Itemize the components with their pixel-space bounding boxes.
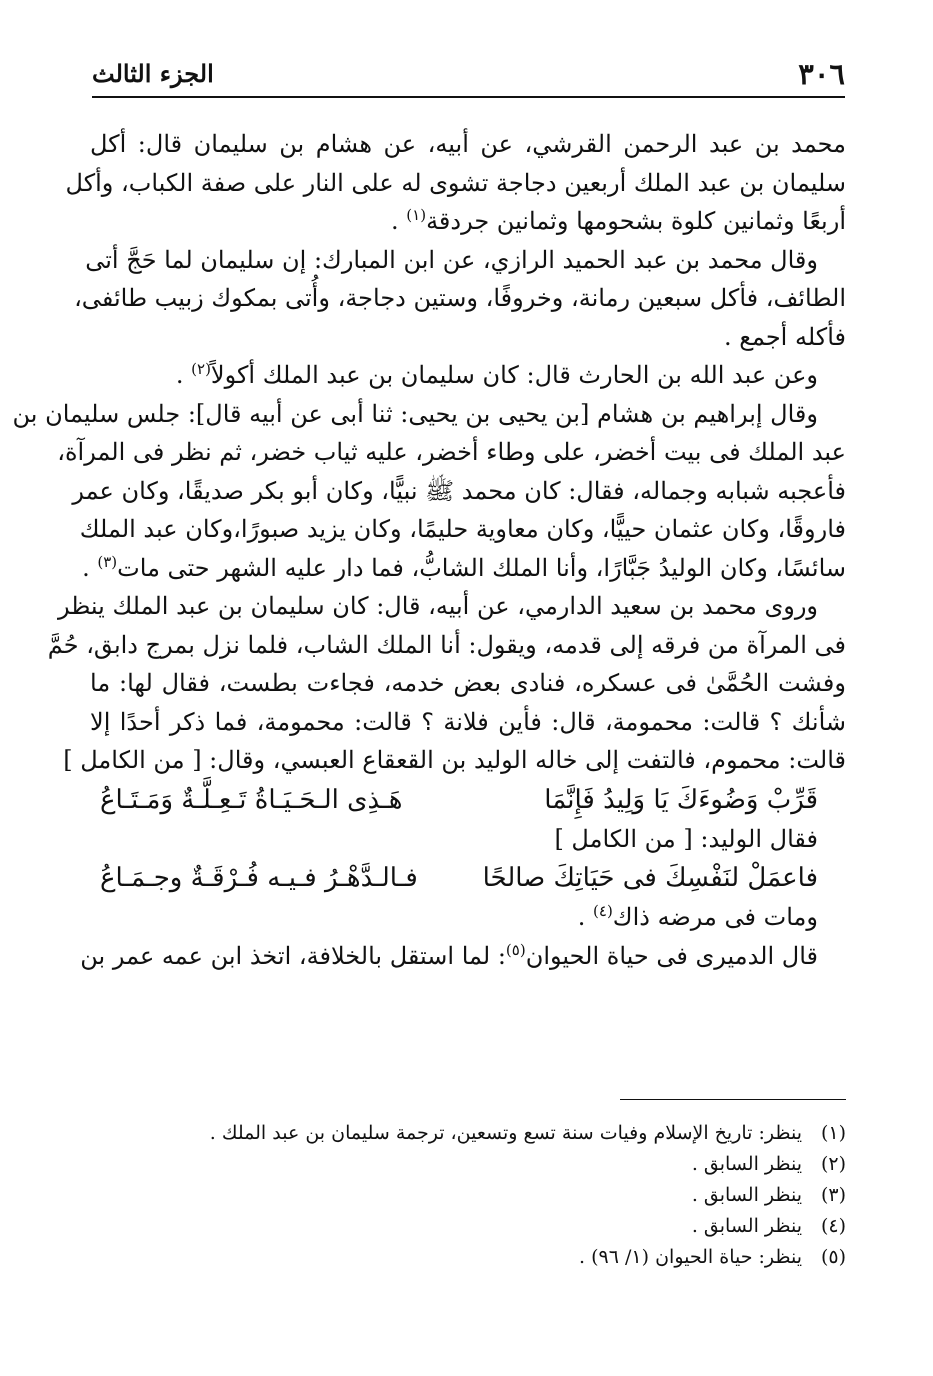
- footnote-number: (٣): [820, 1184, 846, 1206]
- text-line: وروى محمد بن سعيد الدارمي، عن أبيه، قال: كان سليمان بن عبد الملك ينظر: [57, 592, 818, 620]
- footnote-ref[interactable]: (٢): [191, 360, 211, 378]
- footnote-ref[interactable]: (١): [406, 206, 427, 224]
- running-title: الجزء الثالث: [92, 59, 214, 88]
- footnote-text: ينظر السابق .: [691, 1215, 802, 1237]
- footnote-number: (١): [820, 1122, 846, 1144]
- footnote-text: ينظر السابق .: [691, 1153, 802, 1175]
- footnote-number: (٥): [820, 1246, 846, 1268]
- text-line: وقال محمد بن عبد الحميد الرازي، عن ابن المبارك: إن سليمان لما حَجَّ أتى: [85, 245, 818, 274]
- verse-first-hemistich: قَرِّبْ وَضُوءَكَ يَا وَلِيدُ فَإِنَّمَا: [544, 784, 818, 815]
- footnote-number: (٢): [820, 1153, 846, 1175]
- text-line: سليمان بن عبد الملك أربعين دجاجة تشوى له على النار على صفة الكباب، وأكل: [65, 168, 846, 197]
- text-line: قالت: محموم، فالتفت إلى خاله الوليد بن القعقاع العبسي، وقال: [ من الكامل ]: [63, 746, 846, 774]
- verse-second-hemistich: هَـذِى الـحَـيَـاةُ تَـعِـلَّـةٌ وَمَـتَـاعُ: [100, 784, 403, 815]
- poem-verse: [90, 780, 846, 820]
- text-line: فاروقًا، وكان عثمان حييًّا، وكان معاوية حليمًا، وكان يزيد صبورًا،وكان عبد الملك: [79, 515, 846, 543]
- text-line: فأكله أجمع .: [723, 322, 846, 351]
- page-header: [92, 56, 845, 92]
- footnote: [140, 1211, 846, 1242]
- footnote-separator: [620, 1099, 846, 1100]
- text-line: أربعًا وثمانين كلوة بشحومها وثمانين جردقة$^{(١)}$ .: [391, 206, 846, 235]
- footnote: [140, 1118, 846, 1149]
- text-line: شأنك ؟ قالت: محمومة، قال: فأين فلانة ؟ قالت: محمومة، فما ذكر أحدًا إلا: [90, 707, 846, 736]
- header-rule: [92, 96, 845, 98]
- footnote-text: ينظر: تاريخ الإسلام وفيات سنة تسع وتسعين، ترجمة سليمان بن عبد الملك .: [209, 1122, 802, 1144]
- text-line: الطائف، فأكل سبعين رمانة، وخروفًا، وستين دجاجة، وأُتى بمكوك زبيب طائفى،: [74, 284, 846, 312]
- page-number: ٣٠٦: [798, 57, 845, 91]
- text-line: محمد بن عبد الرحمن القرشي، عن أبيه، عن هشام بن سليمان قال: أكل: [90, 130, 846, 158]
- text-line: وعن عبد الله بن الحارث قال: كان سليمان بن عبد الملك أكولاً$^{(٢)}$ .: [175, 360, 818, 389]
- text-line: فأعجبه شبابه وجماله، فقال: كان محمد ﷺ نبيًّا، وكان أبو بكر صديقًا، وكان عمر: [72, 476, 846, 505]
- footnote-ref[interactable]: (٥): [505, 940, 526, 959]
- footnote-number: (٤): [820, 1215, 846, 1237]
- footnote: [140, 1180, 846, 1211]
- footnote: [140, 1149, 846, 1180]
- text-line: عبد الملك فى بيت أخضر، على وطاء أخضر، عليه ثياب خضر، ثم نظر فى المرآة،: [57, 438, 846, 466]
- text-line: سائسًا، وكان الوليدُ جَبَّارًا، وأنا الملك الشابُّ، فما دار عليه الشهر حتى مات$^{(٣)}$ .: [82, 552, 846, 582]
- text-line: فى المرآة من فرقه إلى قدمه، ويقول: أنا الملك الشاب، فلما نزل بمرج دابق، حُمَّ: [47, 630, 846, 659]
- footnote-text: ينظر: حياة الحيوان (١/ ٩٦) .: [579, 1246, 802, 1268]
- text-line: وفشت الحُمَّىٰ فى عسكره، فنادى بعض خدمه، فجاءت بطست، فقال لها: ما: [90, 669, 846, 697]
- footnote-ref[interactable]: (٣): [97, 552, 118, 571]
- footnotes: [140, 1118, 846, 1273]
- verse-first-hemistich: فاعمَلْ لنَفْسِكَ فى حَيَاتِكَ صالحًا: [482, 863, 818, 893]
- verse-second-hemistich: فـالـدَّهْـرُ فـيـه فُـرْقَـةٌ وجـمَـاعُ: [100, 863, 418, 893]
- footnote-text: ينظر السابق .: [691, 1184, 802, 1206]
- body-text: [12, 125, 846, 975]
- poem-verse: [90, 858, 846, 898]
- text-line: ومات فى مرضه ذاك$^{(٤)}$ .: [577, 902, 818, 931]
- text-line: فقال الوليد: [ من الكامل ]: [554, 824, 818, 853]
- text-line: قال الدميرى فى حياة الحيوان$^{(٥)}$: لما استقل بالخلافة، اتخذ ابن عمه عمر بن: [80, 940, 818, 970]
- text-line: وقال إبراهيم بن هشام [بن يحيى بن يحيى: ثنا أبى عن أبيه قال]: جلس سليمان بن: [12, 399, 818, 428]
- footnote-ref[interactable]: (٤): [593, 902, 613, 920]
- footnote: [140, 1242, 846, 1273]
